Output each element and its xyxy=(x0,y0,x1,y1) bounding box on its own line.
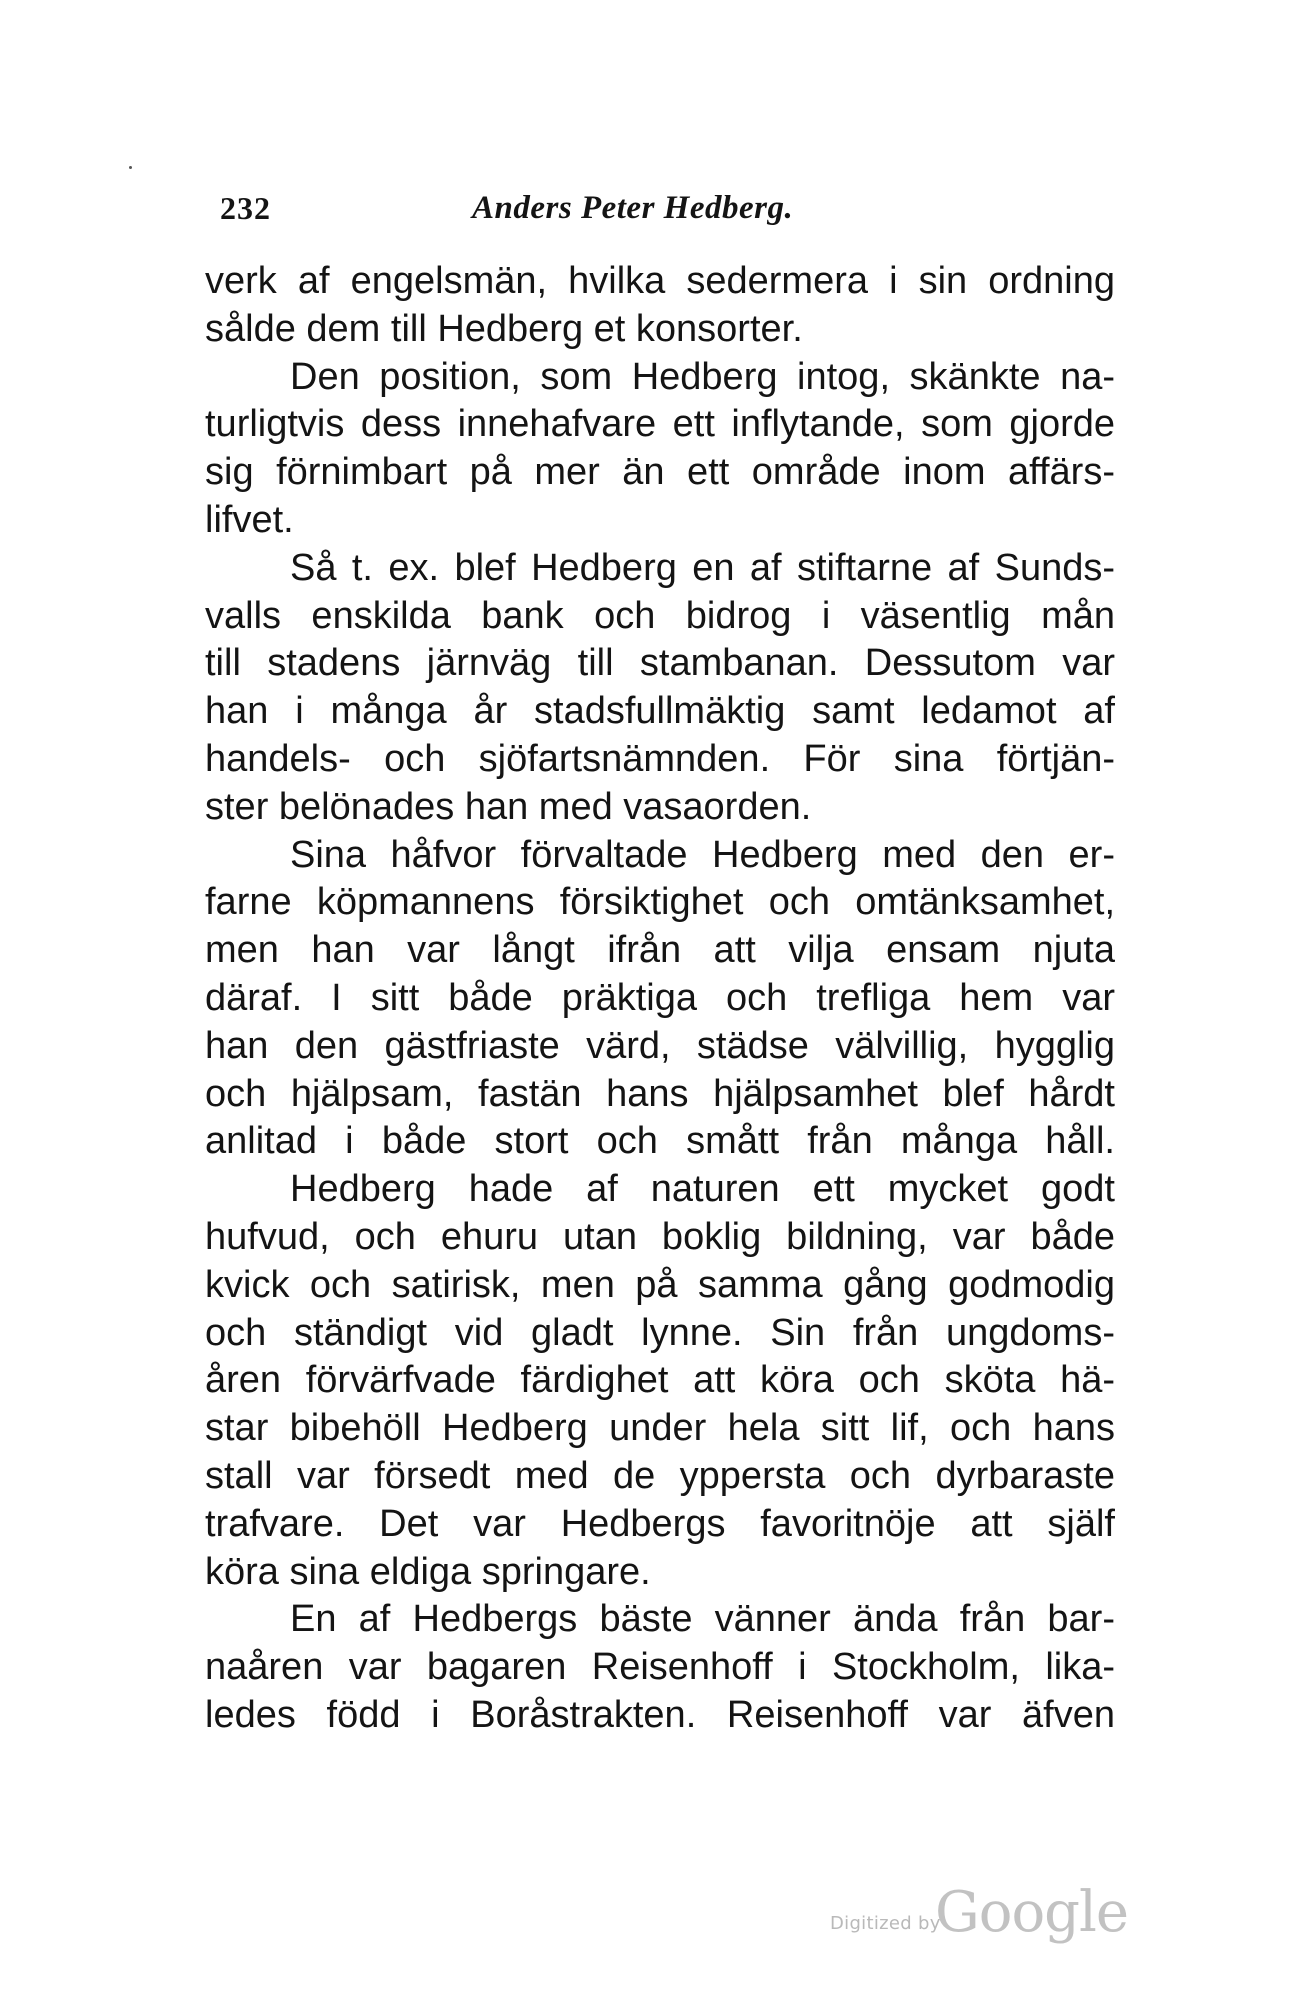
page-number: 232 xyxy=(220,190,271,226)
watermark-prefix: Digitized by xyxy=(830,1913,941,1934)
text-line: men han var långt ifrån att vilja ensam njuta xyxy=(205,929,1115,972)
text-line: ster belönades han med vasaorden. xyxy=(205,785,812,828)
text-line: naåren var bagaren Reisenhoff i Stockholm, lika- xyxy=(205,1646,1115,1689)
text-line: turligtvis dess innehafvare ett inflytande, som gjorde xyxy=(205,403,1115,446)
text-line: sig förnimbart på mer än ett område inom affärs- xyxy=(205,451,1115,494)
text-line: till stadens järnväg till stambanan. Dessutom var xyxy=(205,642,1115,685)
text-line: sålde dem till Hedberg et konsorter. xyxy=(205,307,803,350)
running-title: Anders Peter Hedberg. xyxy=(472,190,794,226)
text-line: Sina håfvor förvaltade Hedberg med den er- xyxy=(290,833,1115,876)
google-logo: Google xyxy=(935,1880,1129,1945)
text-line: och hjälpsam, fastän hans hjälpsamhet blef hårdt xyxy=(205,1072,1115,1115)
text-line: farne köpmannens försiktighet och omtänksamhet, xyxy=(205,881,1115,924)
text-line: handels- och sjöfartsnämnden. För sina förtjän- xyxy=(205,737,1115,780)
text-line: hufvud, och ehuru utan boklig bildning, var både xyxy=(205,1215,1115,1258)
text-line: valls enskilda bank och bidrog i väsentlig mån xyxy=(205,594,1115,637)
dust-speck xyxy=(129,166,132,169)
text-line: anlitad i både stort och smått från många håll. xyxy=(205,1120,1115,1163)
text-line: verk af engelsmän, hvilka sedermera i sin ordning xyxy=(205,260,1115,302)
text-line: däraf. I sitt både präktiga och trefliga hem var xyxy=(205,976,1115,1019)
text-line: star bibehöll Hedberg under hela sitt lif, och hans xyxy=(205,1407,1115,1450)
text-line: stall var försedt med de yppersta och dyrbaraste xyxy=(205,1454,1115,1497)
text-line: åren förvärfvade färdighet att köra och sköta hä- xyxy=(205,1359,1115,1402)
text-line: han i många år stadsfullmäktig samt ledamot af xyxy=(205,690,1115,733)
page-header xyxy=(220,190,1120,240)
text-line: ledes född i Boråstrakten. Reisenhoff var äfven xyxy=(205,1693,1115,1736)
text-line: trafvare. Det var Hedbergs favoritnöje att själf xyxy=(205,1502,1115,1545)
text-line: Så t. ex. blef Hedberg en af stiftarne af Sunds- xyxy=(290,546,1115,589)
text-line: En af Hedbergs bäste vänner ända från bar- xyxy=(290,1598,1115,1641)
text-line: och ständigt vid gladt lynne. Sin från ungdoms- xyxy=(205,1311,1115,1354)
text-line: Hedberg hade af naturen ett mycket godt xyxy=(290,1168,1115,1211)
text-line: lifvet. xyxy=(205,498,294,541)
text-line: han den gästfriaste värd, städse välvillig, hygglig xyxy=(205,1024,1115,1067)
text-line: köra sina eldiga springare. xyxy=(205,1550,651,1593)
text-line: Den position, som Hedberg intog, skänkte na- xyxy=(290,355,1115,398)
body-text xyxy=(205,258,1115,1740)
digitized-by-google-watermark xyxy=(830,1880,1130,1950)
text-line: kvick och satirisk, men på samma gång godmodig xyxy=(205,1263,1115,1306)
